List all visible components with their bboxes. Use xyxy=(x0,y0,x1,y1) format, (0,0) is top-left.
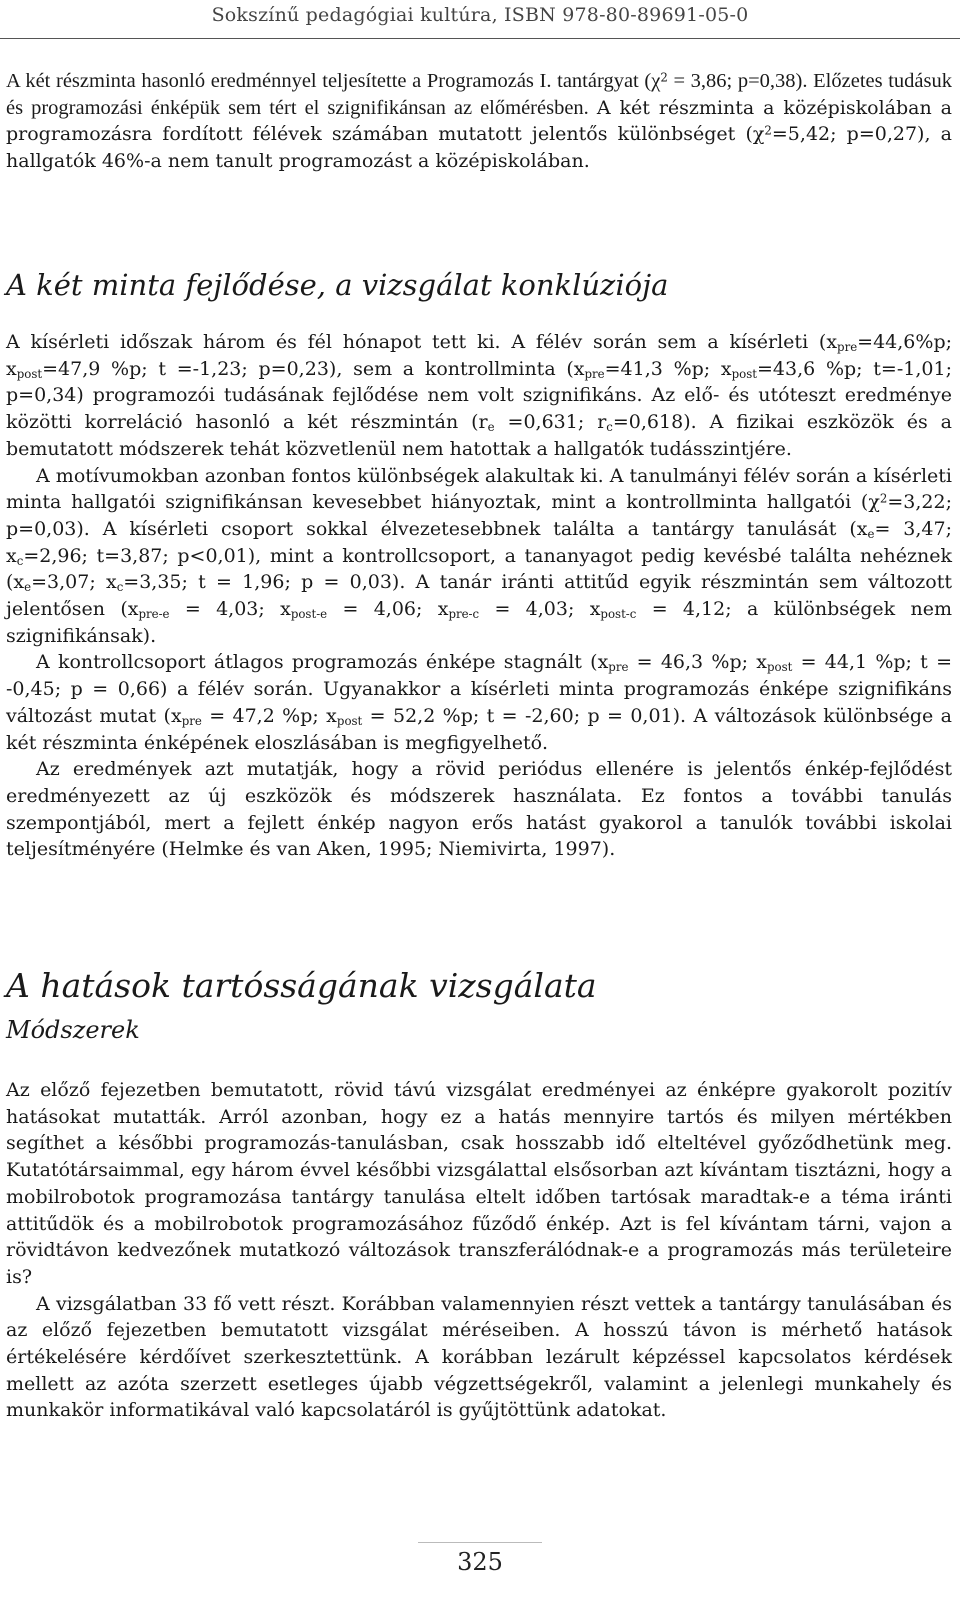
paragraph-results-motives: A motívumokban azonban fontos különbségek alakultak ki. A tanulmányi félév során a kísérleti minta hallgatói szignifikánsan kevesebbet hiányoztak, mint a kontrollminta hallgatói ($\chi^2=3,22$; p=0,03). A kísérleti csoport sokkal élvezetesebbnek találta a tantárgy tanulását ($x_e= 3,47$; $x_c=2,96$; t=3,87; p<0,01), mint a kontrollcsoport, a tananyagot pedig kevésbé találta nehéznek ($x_e=3,07$; $x_c=3,35$; t = 1,96; p = 0,03). A tanár iránti attitűd egyik részmintán sem változott jelentősen ($x_{pre-e} = 4,03$; $x_{post-e} = 4,06$; $x_{pre-c} = 4,03$; $x_{post-c} = 4,12$; a különbségek nem szignifikánsak). xyxy=(6,464,952,647)
running-header: Sokszínű pedagógiai kultúra, ISBN 978-80-89691-05-0 xyxy=(211,4,749,26)
results-block xyxy=(6,329,952,863)
footer-rule xyxy=(418,1542,542,1543)
paragraph-results-selfimage: A kontrollcsoport átlagos programozás énképe stagnált ($x_{pre} = 46,3$ %p; $x_{post} = 44,1$ %p; t = -0,45; p = 0,66) a félév során. Ugyanakkor a kísérleti minta programozás énképe szignifikáns változást mutat ($x_{pre} = 47,2$ %p; $x_{post} = 52,2$ %p; t = -2,60; p = 0,01). A változások különbsége a két részminta énképének eloszlásában is megfigyelhető. xyxy=(6,651,953,754)
paragraph-methods-intro: Az előző fejezetben bemutatott, rövid távú vizsgálat eredményei az énképre gyakorolt pozitív hatásokat mutatták. Arról azonban, hogy ez a hatás mennyire tartós és milyen mértékben segíthet a későbbi programozás-tanulásban, csak hosszabb idő elteltével győződhetünk meg. Kutatótársaimmal, egy három évvel későbbi vizsgálattal elsősorban azt kívántam tisztázni, hogy a mobilrobotok programozása tantárgy tanulása eltelt időben tartósak maradtak-e a téma iránti attitűdök és a mobilrobotok programozásához fűződő énkép. Azt is fel kívántam tárni, vajon a rövidtávon kedvezőnek mutatkozó változások transzferálódnak-e a programozás más területeire is? xyxy=(6,1079,953,1288)
paragraph-results-conclusion: Az eredmények azt mutatják, hogy a rövid periódus ellenére is jelentős énkép-fejlődést eredményezett az új eszközök és módszerek használata. Ez fontos a további tanulás szempontjából, mert a fejlett énkép nagyon erős hatást gyakorol a tanulók további iskolai teljesítményére (Helmke és van Aken, 1995; Niemivirta, 1997). xyxy=(6,758,953,861)
paragraph-intro: A két részminta hasonló eredménnyel teljesítette a Programozás I. tantárgyat ($\chi^2 = 3,86$; p=0,38). Előzetes tudásuk és programozási énképük sem tért el szignifikánsan az előmérésben. A két részminta a középiskolában a programozásra fordított félévek számában mutatott jelentős különbséget ($\chi^2=5,42$; p=0,27), a hallgatók 46%-a nem tanult programozást a középiskolában. xyxy=(6,70,953,173)
paragraph-methods-sample: A vizsgálatban 33 fő vett részt. Korábban valamennyien részt vettek a tantárgy tanulásában és az előző fejezetben bemutatott vizsgálat méréseiben. A hosszú távon is mérhető hatások értékelésére kérdőívet szerkesztettünk. A korábban lezárult képzéssel kapcsolatos kérdések mellett az azóta szerzett esetleges újabb végzettségekről, valamint a jelenlegi munkahely és munkakör informatikával való kapcsolatáról is gyűjtöttünk adatokat. xyxy=(6,1292,953,1422)
page-number: 325 xyxy=(457,1548,503,1576)
intro-block xyxy=(6,68,952,175)
section-heading: A két minta fejlődése, a vizsgálat konklúziója xyxy=(6,268,669,302)
paragraph-results-knowledge: A kísérleti időszak három és fél hónapot tett ki. A félév során sem a kísérleti ($x_{pre}=44,6\%p$; $x_{post}=47,9$ %p; t =-1,23; p=0,23), sem a kontrollminta ($x_{pre}=41,3$ %p; $x_{post}=43,6$ %p; t=-1,01; p=0,34) programozói tudásának fejlődése nem volt szignifikáns. Az elő- és utóteszt eredménye közötti korreláció hasonló a két részmintán ($r_e =0,631$; $r_c=0,618$). A fizikai eszközök és a bemutatott módszerek tehát közvetlenül nem hatottak a hallgatók tudásszintjére. xyxy=(6,331,953,460)
subsection-heading: Módszerek xyxy=(6,1016,140,1044)
chapter-heading: A hatások tartósságának vizsgálata xyxy=(6,966,597,1005)
methods-block xyxy=(6,1077,952,1424)
header-rule xyxy=(0,38,960,39)
